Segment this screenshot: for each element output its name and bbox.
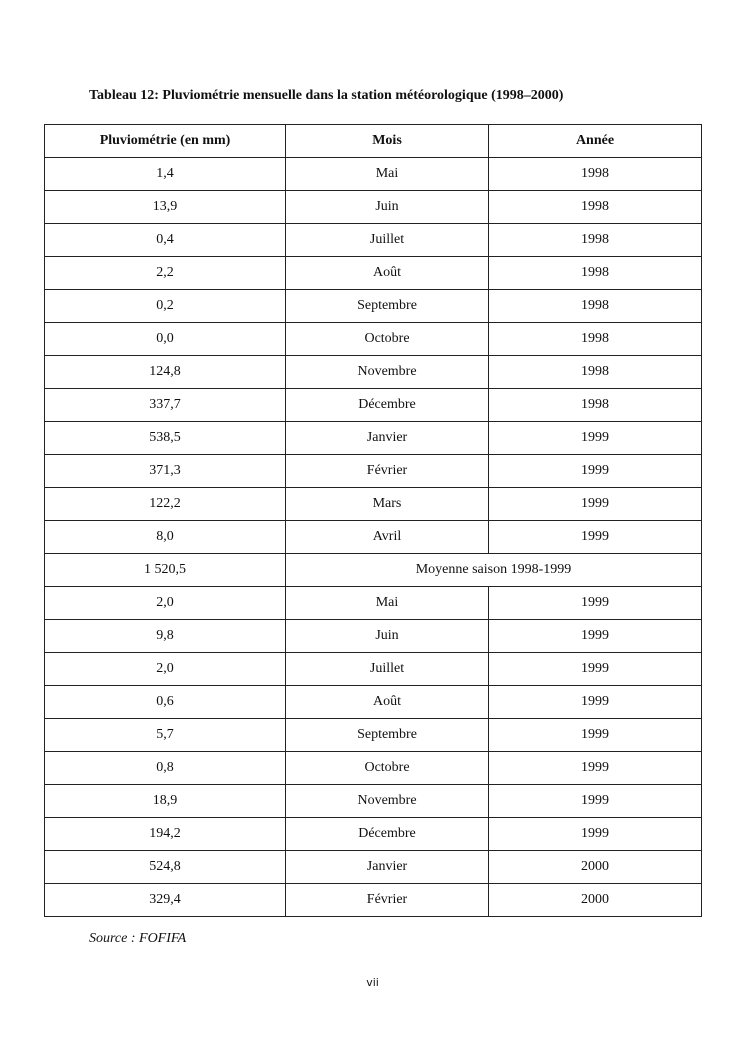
rainfall-table	[44, 124, 702, 917]
year-cell: 1998	[489, 191, 702, 224]
rainfall-cell: 2,0	[45, 587, 286, 620]
year-cell: 1998	[489, 389, 702, 422]
year-cell: 1998	[489, 323, 702, 356]
rainfall-cell: 0,4	[45, 224, 286, 257]
month-cell: Août	[286, 686, 489, 719]
month-cell: Décembre	[286, 818, 489, 851]
month-cell: Août	[286, 257, 489, 290]
year-cell: 1998	[489, 224, 702, 257]
month-cell: Juillet	[286, 653, 489, 686]
header-year: Année	[489, 125, 702, 158]
month-cell: Mars	[286, 488, 489, 521]
table-caption: Tableau 12: Pluviométrie mensuelle dans la station météorologique (1998–2000)	[89, 88, 564, 103]
rainfall-cell: 0,6	[45, 686, 286, 719]
year-cell: 1999	[489, 422, 702, 455]
page-number: vii	[366, 976, 379, 989]
month-cell: Janvier	[286, 422, 489, 455]
year-cell: 1999	[489, 620, 702, 653]
year-cell: 1999	[489, 653, 702, 686]
year-cell: 1999	[489, 752, 702, 785]
table-row	[45, 818, 702, 851]
table-row	[45, 323, 702, 356]
year-cell: 1999	[489, 587, 702, 620]
table-row	[45, 620, 702, 653]
month-cell: Octobre	[286, 323, 489, 356]
year-cell: 1998	[489, 257, 702, 290]
year-cell: 1999	[489, 521, 702, 554]
month-cell: Janvier	[286, 851, 489, 884]
year-cell: 2000	[489, 851, 702, 884]
rainfall-cell: 194,2	[45, 818, 286, 851]
month-cell: Novembre	[286, 785, 489, 818]
table-row	[45, 851, 702, 884]
month-cell: Septembre	[286, 719, 489, 752]
year-cell: 1999	[489, 818, 702, 851]
table-row	[45, 191, 702, 224]
month-cell: Avril	[286, 521, 489, 554]
rainfall-cell: 9,8	[45, 620, 286, 653]
header-month: Mois	[286, 125, 489, 158]
month-cell: Octobre	[286, 752, 489, 785]
month-cell: Juin	[286, 620, 489, 653]
table-row	[45, 158, 702, 191]
table-row	[45, 686, 702, 719]
rainfall-cell: 5,7	[45, 719, 286, 752]
rainfall-cell: 337,7	[45, 389, 286, 422]
rainfall-cell: 124,8	[45, 356, 286, 389]
year-cell: 1999	[489, 785, 702, 818]
year-cell: 1998	[489, 290, 702, 323]
rainfall-cell: 2,2	[45, 257, 286, 290]
table-row	[45, 488, 702, 521]
table-row	[45, 422, 702, 455]
header-rainfall: Pluviométrie (en mm)	[45, 125, 286, 158]
rainfall-cell: 1,4	[45, 158, 286, 191]
year-cell: 1998	[489, 158, 702, 191]
source-note: Source : FOFIFA	[89, 931, 187, 946]
season-label-cell: Moyenne saison 1998-1999	[286, 554, 702, 587]
year-cell: 1998	[489, 356, 702, 389]
month-cell: Juillet	[286, 224, 489, 257]
year-cell: 1999	[489, 719, 702, 752]
month-cell: Juin	[286, 191, 489, 224]
table-row	[45, 257, 702, 290]
table-row	[45, 521, 702, 554]
rainfall-cell: 0,0	[45, 323, 286, 356]
table-row	[45, 389, 702, 422]
year-cell: 1999	[489, 686, 702, 719]
rainfall-cell: 0,8	[45, 752, 286, 785]
rainfall-cell: 2,0	[45, 653, 286, 686]
month-cell: Mai	[286, 587, 489, 620]
table-row	[45, 752, 702, 785]
rainfall-cell: 8,0	[45, 521, 286, 554]
rainfall-cell: 538,5	[45, 422, 286, 455]
table-row	[45, 785, 702, 818]
year-cell: 1999	[489, 488, 702, 521]
rainfall-cell: 524,8	[45, 851, 286, 884]
table-row	[45, 587, 702, 620]
year-cell: 2000	[489, 884, 702, 917]
month-cell: Décembre	[286, 389, 489, 422]
month-cell: Novembre	[286, 356, 489, 389]
table-header-row	[45, 125, 702, 158]
table-row	[45, 653, 702, 686]
season-summary-row	[45, 554, 702, 587]
rainfall-cell: 18,9	[45, 785, 286, 818]
rainfall-cell: 13,9	[45, 191, 286, 224]
rainfall-cell: 329,4	[45, 884, 286, 917]
table-row	[45, 356, 702, 389]
month-cell: Février	[286, 884, 489, 917]
month-cell: Septembre	[286, 290, 489, 323]
month-cell: Mai	[286, 158, 489, 191]
table-row	[45, 290, 702, 323]
rainfall-cell: 371,3	[45, 455, 286, 488]
year-cell: 1999	[489, 455, 702, 488]
season-total-cell: 1 520,5	[45, 554, 286, 587]
table-row	[45, 224, 702, 257]
table-row	[45, 884, 702, 917]
table-row	[45, 719, 702, 752]
month-cell: Février	[286, 455, 489, 488]
table-row	[45, 455, 702, 488]
rainfall-cell: 0,2	[45, 290, 286, 323]
rainfall-cell: 122,2	[45, 488, 286, 521]
